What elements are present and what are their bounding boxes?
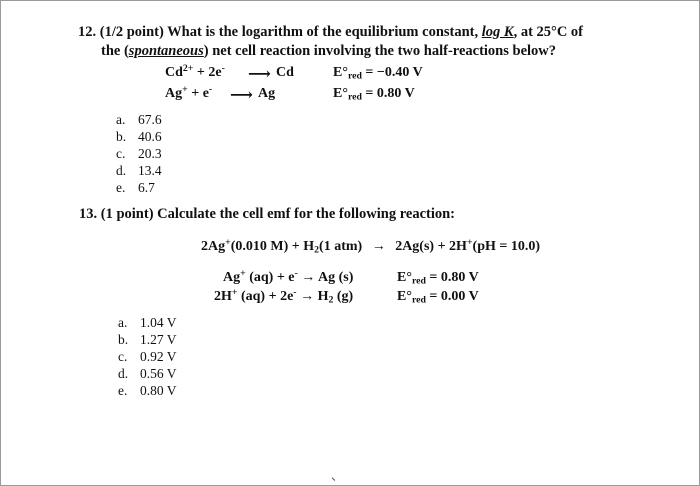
- option-value: 6.7: [138, 180, 155, 195]
- option-value: 13.4: [138, 163, 162, 178]
- q12-option-c[interactable]: [116, 145, 162, 162]
- option-value: 67.6: [138, 112, 162, 127]
- q13-h2-c-sub: 2: [328, 294, 334, 306]
- option-letter: b.: [116, 129, 127, 144]
- q13-option-d[interactable]: [118, 365, 177, 382]
- q13-overall-p2: (0.010 M) + H: [230, 239, 315, 254]
- option-letter: d.: [118, 366, 129, 381]
- q12-r2-potential: [333, 86, 415, 102]
- q12-r1-product: Cd: [276, 65, 294, 80]
- q12-r2-product: Ag: [258, 86, 276, 101]
- q12-r1-charge: 2+: [182, 63, 194, 75]
- q13-h1-value: = 0.80 V: [429, 270, 479, 285]
- q12-line2-start: the (: [101, 43, 129, 59]
- q13-h2-a: 2H: [214, 289, 232, 304]
- q13-h2-c: H: [317, 289, 329, 304]
- option-value: 0.92 V: [140, 349, 177, 364]
- option-value: 20.3: [138, 146, 162, 161]
- option-letter: b.: [118, 332, 129, 347]
- option-value: 0.56 V: [140, 366, 177, 381]
- q13-h2-sub: red: [411, 294, 426, 306]
- q12-r2-species: Ag: [165, 86, 183, 101]
- q13-h1-b: (aq) + e: [245, 270, 295, 285]
- option-value: 0.80 V: [140, 383, 177, 398]
- q12-r1-reactants: [165, 65, 225, 81]
- q12-r2-arrow: ⟶: [230, 87, 253, 104]
- q12-r2-electrons: + e: [191, 86, 209, 101]
- q13-option-c[interactable]: [118, 348, 177, 365]
- q13-overall-reaction: [201, 239, 540, 255]
- q12-r2-e-charge: -: [208, 84, 213, 96]
- q12-r2-reactants: [165, 86, 212, 102]
- option-letter: c.: [118, 349, 128, 364]
- q13-options: [118, 314, 177, 399]
- q13-h1-potential: [397, 270, 479, 286]
- q12-points: (1/2 point): [99, 24, 164, 40]
- q12-logk: log K: [481, 24, 514, 40]
- option-letter: e.: [116, 180, 126, 195]
- q12-r1-species: Cd: [165, 65, 183, 80]
- q13-h1-e-charge: -: [294, 268, 298, 280]
- q12-text: What is the logarithm of the equilibrium constant,: [167, 24, 482, 40]
- q12-r1-sub: red: [347, 70, 362, 82]
- q13-h2-e-charge: -: [293, 287, 297, 299]
- q13-text: Calculate the cell emf for the following reaction:: [157, 206, 456, 222]
- q13-h1-a: Ag: [223, 270, 241, 285]
- q13-overall-arrow: →: [371, 239, 386, 254]
- q12-r1-electrons: + 2e: [196, 65, 222, 80]
- option-letter: d.: [116, 163, 127, 178]
- q12-option-a[interactable]: [116, 111, 162, 128]
- q13-overall-p1-charge: +: [225, 237, 231, 249]
- q13-option-e[interactable]: [118, 382, 177, 399]
- q12-spontaneous: spontaneous: [128, 43, 204, 59]
- q13-h1-arrow: →: [301, 270, 316, 285]
- q13-h2-d: (g): [333, 289, 354, 304]
- q13-points: (1 point): [100, 206, 154, 222]
- option-value: 1.04 V: [140, 315, 177, 330]
- q13-h1-equation: [223, 270, 353, 286]
- q12-r1-arrow: ⟶: [248, 66, 271, 83]
- q13-option-b[interactable]: [118, 331, 177, 348]
- q12-text-end: , at 25°C of: [513, 24, 584, 40]
- q13-h1-c: Ag (s): [318, 270, 354, 285]
- option-value: 40.6: [138, 129, 162, 144]
- q13-overall-p4: 2Ag(s) + 2H: [395, 239, 467, 254]
- q12-r1-e-charge: -: [221, 63, 225, 75]
- q13-h2-value: = 0.00 V: [429, 289, 479, 304]
- option-letter: a.: [118, 315, 128, 330]
- q13-number: 13.: [79, 206, 98, 222]
- q13-h2-e-label: E°: [397, 289, 412, 304]
- q13-overall-p3: (1 atm): [319, 239, 363, 254]
- q13-title: [79, 206, 455, 223]
- option-letter: e.: [118, 383, 128, 398]
- q13-h1-e-label: E°: [397, 270, 412, 285]
- q13-h2-b: (aq) + 2e: [237, 289, 294, 304]
- option-letter: c.: [116, 146, 126, 161]
- q12-r2-e-label: E°: [333, 86, 348, 101]
- q12-title-line2: [101, 43, 556, 60]
- q12-r2-value: = 0.80 V: [365, 86, 415, 101]
- q13-h2-equation: [214, 289, 353, 305]
- q12-r1-potential: [333, 65, 423, 81]
- q12-options: [116, 111, 162, 196]
- q12-r1-value: = −0.40 V: [365, 65, 423, 80]
- q13-overall-p1: 2Ag: [201, 239, 226, 254]
- q12-title-line1: [78, 24, 583, 41]
- q12-r2-sub: red: [347, 91, 362, 103]
- q12-option-b[interactable]: [116, 128, 162, 145]
- q13-h2-charge: +: [231, 287, 238, 299]
- option-letter: a.: [116, 112, 126, 127]
- q12-line2-end: ) net cell reaction involving the two half-reactions below?: [203, 43, 557, 59]
- q13-overall-p5: (pH = 10.0): [472, 239, 541, 254]
- q13-h1-charge: +: [240, 268, 246, 280]
- q12-option-d[interactable]: [116, 162, 162, 179]
- q13-h2-potential: [397, 289, 479, 305]
- q12-r1-e-label: E°: [333, 65, 348, 80]
- option-value: 1.27 V: [140, 332, 177, 347]
- q13-h2-arrow: →: [300, 289, 315, 304]
- q13-option-a[interactable]: [118, 314, 177, 331]
- q13-overall-p2-sub: 2: [314, 244, 320, 256]
- q12-number: 12.: [78, 24, 97, 40]
- q12-r2-charge: +: [182, 84, 188, 96]
- q12-option-e[interactable]: [116, 179, 162, 196]
- q13-h1-sub: red: [411, 275, 426, 287]
- q13-overall-p4-charge: +: [466, 237, 473, 249]
